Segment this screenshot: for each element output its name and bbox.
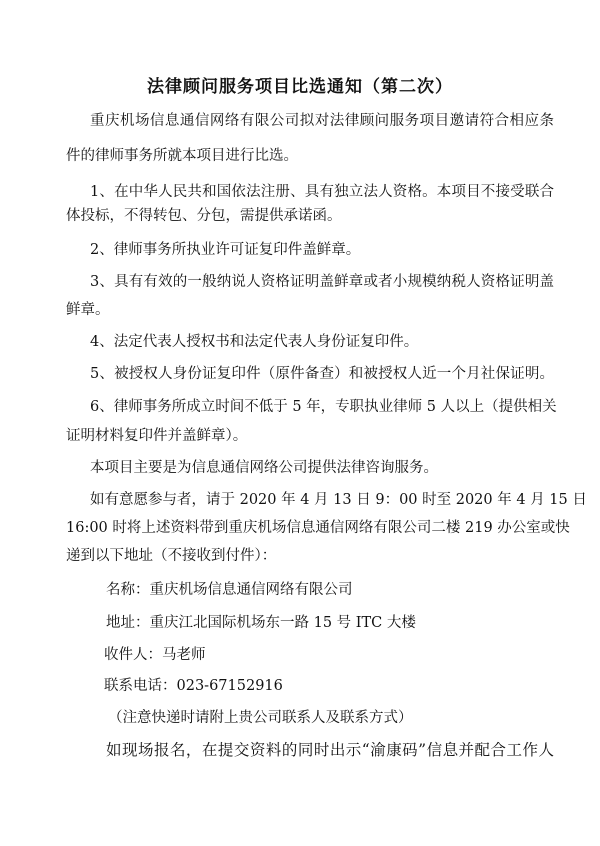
intro-line-1: 重庆机场信息通信网络有限公司拟对法律顾问服务项目邀请符合相应条 [90, 113, 554, 129]
onsite-registration: 如现场报名，在提交资料的同时出示“渝康码”信息并配合工作人 [106, 741, 554, 759]
service-scope: 本项目主要是为信息通信网络公司提供法律咨询服务。 [90, 460, 438, 476]
requirement-3-line-1: 3、具有有效的一般纳说人资格证明盖鲜章或者小规模纳税人资格证明盖 [90, 274, 554, 290]
submission-line-2: 16:00 时将上述资料带到重庆机场信息通信网络有限公司二楼 219 办公室或快 [66, 520, 570, 536]
recipient: 收件人：马老师 [104, 647, 206, 663]
requirement-2: 2、律师事务所执业许可证复印件盖鲜章。 [90, 242, 361, 258]
requirement-4: 4、法定代表人授权书和法定代表人身份证复印件。 [90, 334, 419, 350]
company-name: 名称：重庆机场信息通信网络有限公司 [106, 582, 353, 598]
submission-line-1: 如有意愿参与者，请于 2020 年 4 月 13 日 9：00 时至 2020 年 4 月 15 日 [90, 492, 587, 508]
requirement-1-line-2: 体投标，不得转包、分包，需提供承诺函。 [66, 208, 342, 224]
company-address: 地址：重庆江北国际机场东一路 15 号 ITC 大楼 [106, 615, 416, 631]
contact-phone: 联系电话：023-67152916 [104, 678, 283, 694]
requirement-1-line-1: 1、在中华人民共和国依法注册、具有独立法人资格。本项目不接受联合 [90, 184, 554, 200]
requirement-6-line-1: 6、律师事务所成立时间不低于 5 年，专职执业律师 5 人以上（提供相关 [90, 399, 557, 415]
delivery-note: （注意快递时请附上贵公司联系人及联系方式） [108, 710, 413, 726]
intro-line-2: 件的律师事务所就本项目进行比选。 [66, 148, 298, 164]
requirement-5: 5、被授权人身份证复印件（原件备查）和被授权人近一个月社保证明。 [90, 366, 554, 382]
requirement-3-line-2: 鲜章。 [66, 302, 110, 318]
submission-line-3: 递到以下地址（不接收到付件）： [66, 548, 277, 564]
document-title: 法律顾问服务项目比选通知（第二次） [147, 77, 453, 97]
requirement-6-line-2: 证明材料复印件并盖鲜章）。 [66, 428, 248, 444]
